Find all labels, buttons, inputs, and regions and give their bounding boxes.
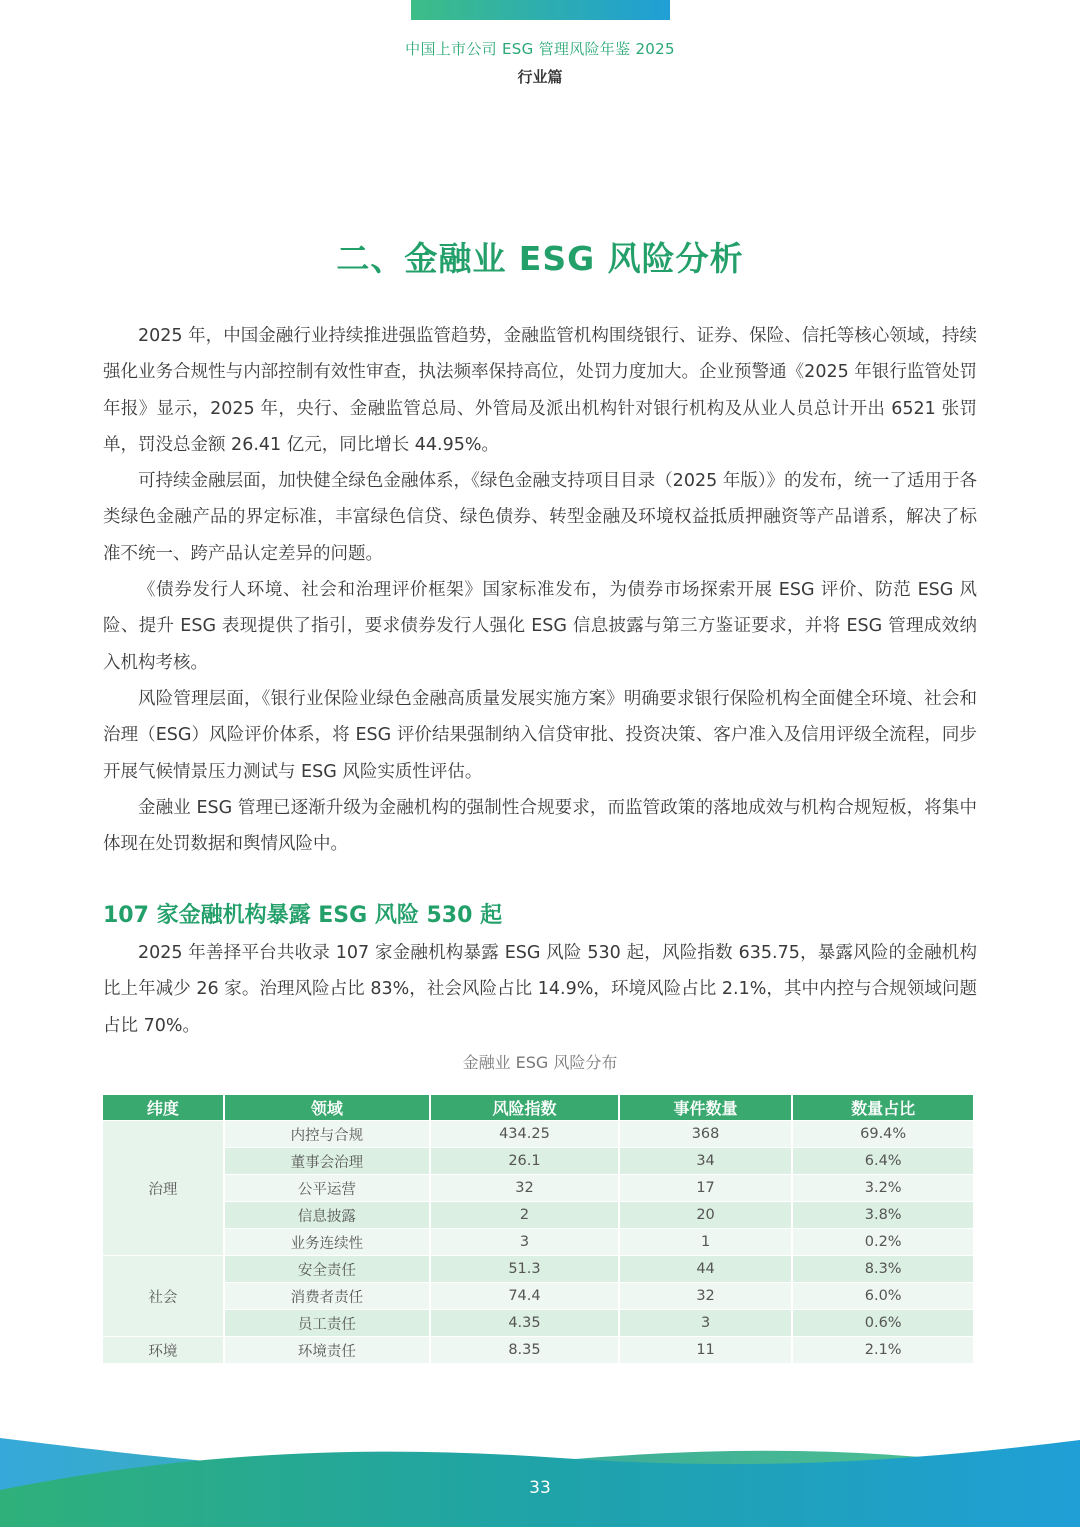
header-share: 数量占比	[793, 1095, 973, 1120]
share-cell: 3.2%	[793, 1175, 973, 1201]
bottom-wave-decoration	[0, 1420, 1080, 1527]
subsection-title: 107 家金融机构暴露 ESG 风险 530 起	[103, 903, 503, 928]
section-title: 二、金融业 ESG 风险分析	[336, 239, 744, 278]
share-cell: 2.1%	[793, 1337, 973, 1363]
paragraph: 可持续金融层面，加快健全绿色金融体系，《绿色金融支持项目目录（2025 年版）》的发布，统一了适用于各类绿色金融产品的界定标准，丰富绿色信贷、绿色债券、转型金融及环境权益抵质押融资等产品谱系，解决了标准不统一、跨产品认定差异的问题。	[103, 471, 977, 564]
table-header-row	[103, 1095, 973, 1120]
table-row	[103, 1202, 973, 1228]
paragraph: 金融业 ESG 管理已逐渐升级为金融机构的强制性合规要求，而监管政策的落地成效与机构合规短板，将集中体现在处罚数据和舆情风险中。	[103, 797, 977, 855]
paragraph: 2025 年善择平台共收录 107 家金融机构暴露 ESG 风险 530 起，风险指数 635.75，暴露风险的金融机构比上年减少 26 家。治理风险占比 83%，社会风险占比 14.9%，环境风险占比 2.1%，其中内控与合规领域问题占比 70%。	[103, 943, 977, 1036]
count-cell: 44	[620, 1256, 792, 1282]
top-accent-bar	[411, 0, 670, 20]
dimension-cell: 环境	[103, 1337, 223, 1363]
subsection-body	[103, 935, 977, 1044]
index-cell: 2	[431, 1202, 618, 1228]
count-cell: 3	[620, 1310, 792, 1336]
index-cell: 4.35	[431, 1310, 618, 1336]
domain-cell: 环境责任	[225, 1337, 429, 1363]
table-row	[103, 1148, 973, 1174]
header-domain: 领域	[225, 1095, 429, 1120]
index-cell: 8.35	[431, 1337, 618, 1363]
domain-cell: 公平运营	[225, 1175, 429, 1201]
table-caption: 金融业 ESG 风险分布	[462, 1053, 618, 1072]
table-row	[103, 1256, 973, 1282]
count-cell: 20	[620, 1202, 792, 1228]
esg-risk-table	[101, 1094, 975, 1364]
index-cell: 51.3	[431, 1256, 618, 1282]
dimension-cell: 社会	[103, 1256, 223, 1336]
table-row	[103, 1229, 973, 1255]
table-row	[103, 1283, 973, 1309]
paragraph: 《债券发行人环境、社会和治理评价框架》国家标准发布，为债券市场探索开展 ESG 评价、防范 ESG 风险、提升 ESG 表现提供了指引，要求债券发行人强化 ESG 信息披露与第三方鉴证要求，并将 ESG 管理成效纳入机构考核。	[103, 580, 977, 673]
share-cell: 69.4%	[793, 1121, 973, 1147]
header-event-count: 事件数量	[620, 1095, 792, 1120]
index-cell: 3	[431, 1229, 618, 1255]
index-cell: 32	[431, 1175, 618, 1201]
section-body	[103, 318, 977, 862]
index-cell: 74.4	[431, 1283, 618, 1309]
table-row	[103, 1175, 973, 1201]
count-cell: 17	[620, 1175, 792, 1201]
header-risk-index: 风险指数	[431, 1095, 618, 1120]
table-row	[103, 1337, 973, 1363]
index-cell: 26.1	[431, 1148, 618, 1174]
count-cell: 1	[620, 1229, 792, 1255]
count-cell: 368	[620, 1121, 792, 1147]
share-cell: 6.0%	[793, 1283, 973, 1309]
header-dimension: 纬度	[103, 1095, 223, 1120]
share-cell: 0.2%	[793, 1229, 973, 1255]
share-cell: 0.6%	[793, 1310, 973, 1336]
domain-cell: 消费者责任	[225, 1283, 429, 1309]
domain-cell: 业务连续性	[225, 1229, 429, 1255]
share-cell: 8.3%	[793, 1256, 973, 1282]
share-cell: 3.8%	[793, 1202, 973, 1228]
share-cell: 6.4%	[793, 1148, 973, 1174]
count-cell: 32	[620, 1283, 792, 1309]
domain-cell: 内控与合规	[225, 1121, 429, 1147]
dimension-cell: 治理	[103, 1121, 223, 1255]
domain-cell: 安全责任	[225, 1256, 429, 1282]
paragraph: 2025 年，中国金融行业持续推进强监管趋势，金融监管机构围绕银行、证券、保险、信托等核心领域，持续强化业务合规性与内部控制有效性审查，执法频率保持高位，处罚力度加大。企业预警通《2025 年银行监管处罚年报》显示，2025 年，央行、金融监管总局、外管局及派出机构针对银行机构及从业人员总计开出 6521 张罚单，罚没总金额 26.41 亿元，同比增长 44.95%。	[103, 326, 977, 455]
domain-cell: 信息披露	[225, 1202, 429, 1228]
report-title: 中国上市公司 ESG 管理风险年鉴 2025	[405, 40, 675, 58]
domain-cell: 员工责任	[225, 1310, 429, 1336]
report-part: 行业篇	[517, 68, 563, 86]
page-number: 33	[529, 1478, 551, 1498]
count-cell: 34	[620, 1148, 792, 1174]
index-cell: 434.25	[431, 1121, 618, 1147]
table-row	[103, 1310, 973, 1336]
table-row	[103, 1121, 973, 1147]
domain-cell: 董事会治理	[225, 1148, 429, 1174]
paragraph: 风险管理层面，《银行业保险业绿色金融高质量发展实施方案》明确要求银行保险机构全面健全环境、社会和治理（ESG）风险评价体系，将 ESG 评价结果强制纳入信贷审批、投资决策、客户准入及信用评级全流程，同步开展气候情景压力测试与 ESG 风险实质性评估。	[103, 688, 977, 782]
count-cell: 11	[620, 1337, 792, 1363]
